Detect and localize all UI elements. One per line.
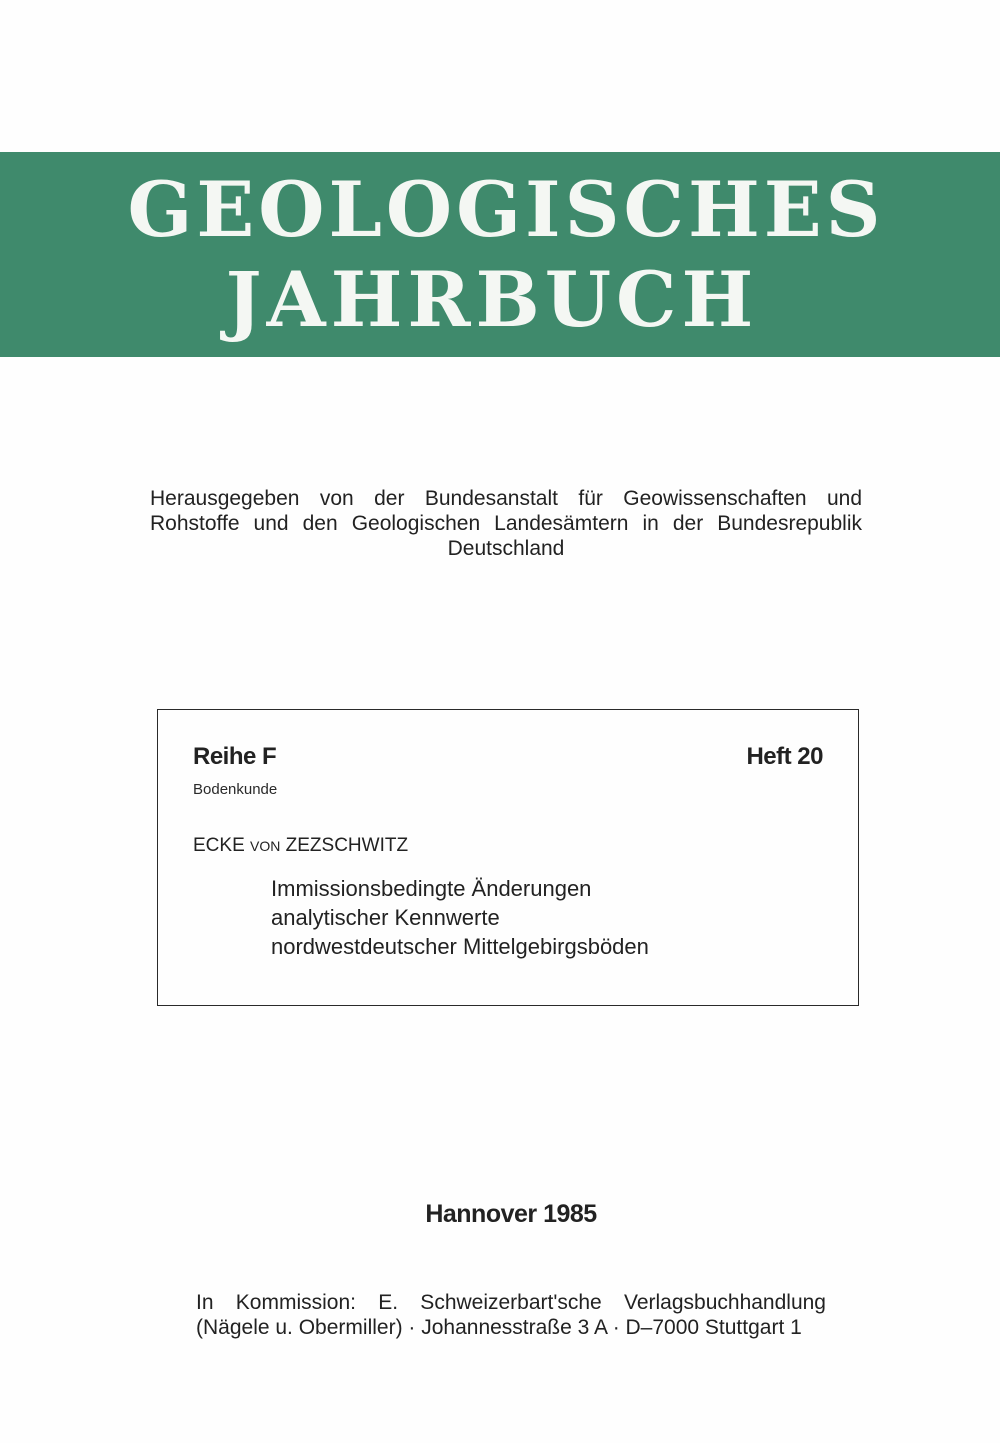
- work-title-line: Immissionsbedingte Änderungen: [271, 876, 592, 901]
- subject-label: Bodenkunde: [193, 781, 278, 798]
- series-info-box: [157, 709, 859, 1006]
- distributor-statement: [196, 1290, 826, 1340]
- work-title-line: analytischer Kennwerte: [271, 905, 500, 930]
- publisher-line-1: Herausgegeben von der Bundesanstalt für Geowissenschaften und: [150, 487, 862, 510]
- distributor-line-2: (Nägele u. Obermiller) · Johannesstraße 3 A · D–7000 Stuttgart 1: [196, 1316, 802, 1339]
- author-last-name: ZEZSCHWITZ: [285, 835, 409, 856]
- publisher-statement: [150, 486, 862, 561]
- series-label: Reihe F: [193, 743, 277, 770]
- publisher-line-2: Rohstoffe und den Geologischen Landesämtern in der Bundesrepublik: [150, 512, 862, 535]
- issue-label: Heft 20: [746, 743, 823, 770]
- author-particle: VON: [250, 838, 281, 854]
- distributor-line-1: In Kommission: E. Schweizerbart'sche Verlagsbuchhandlung: [196, 1291, 826, 1314]
- place-and-year: Hannover 1985: [425, 1200, 597, 1228]
- journal-title-line-2: JAHRBUCH: [225, 255, 759, 344]
- work-title: [271, 874, 649, 961]
- journal-title-line-1: GEOLOGISCHES: [127, 165, 885, 254]
- author-name: [193, 835, 408, 857]
- publisher-line-3: Deutschland: [447, 537, 565, 560]
- author-first-name: ECKE: [193, 835, 245, 856]
- work-title-line: nordwestdeutscher Mittelgebirgsböden: [271, 934, 649, 959]
